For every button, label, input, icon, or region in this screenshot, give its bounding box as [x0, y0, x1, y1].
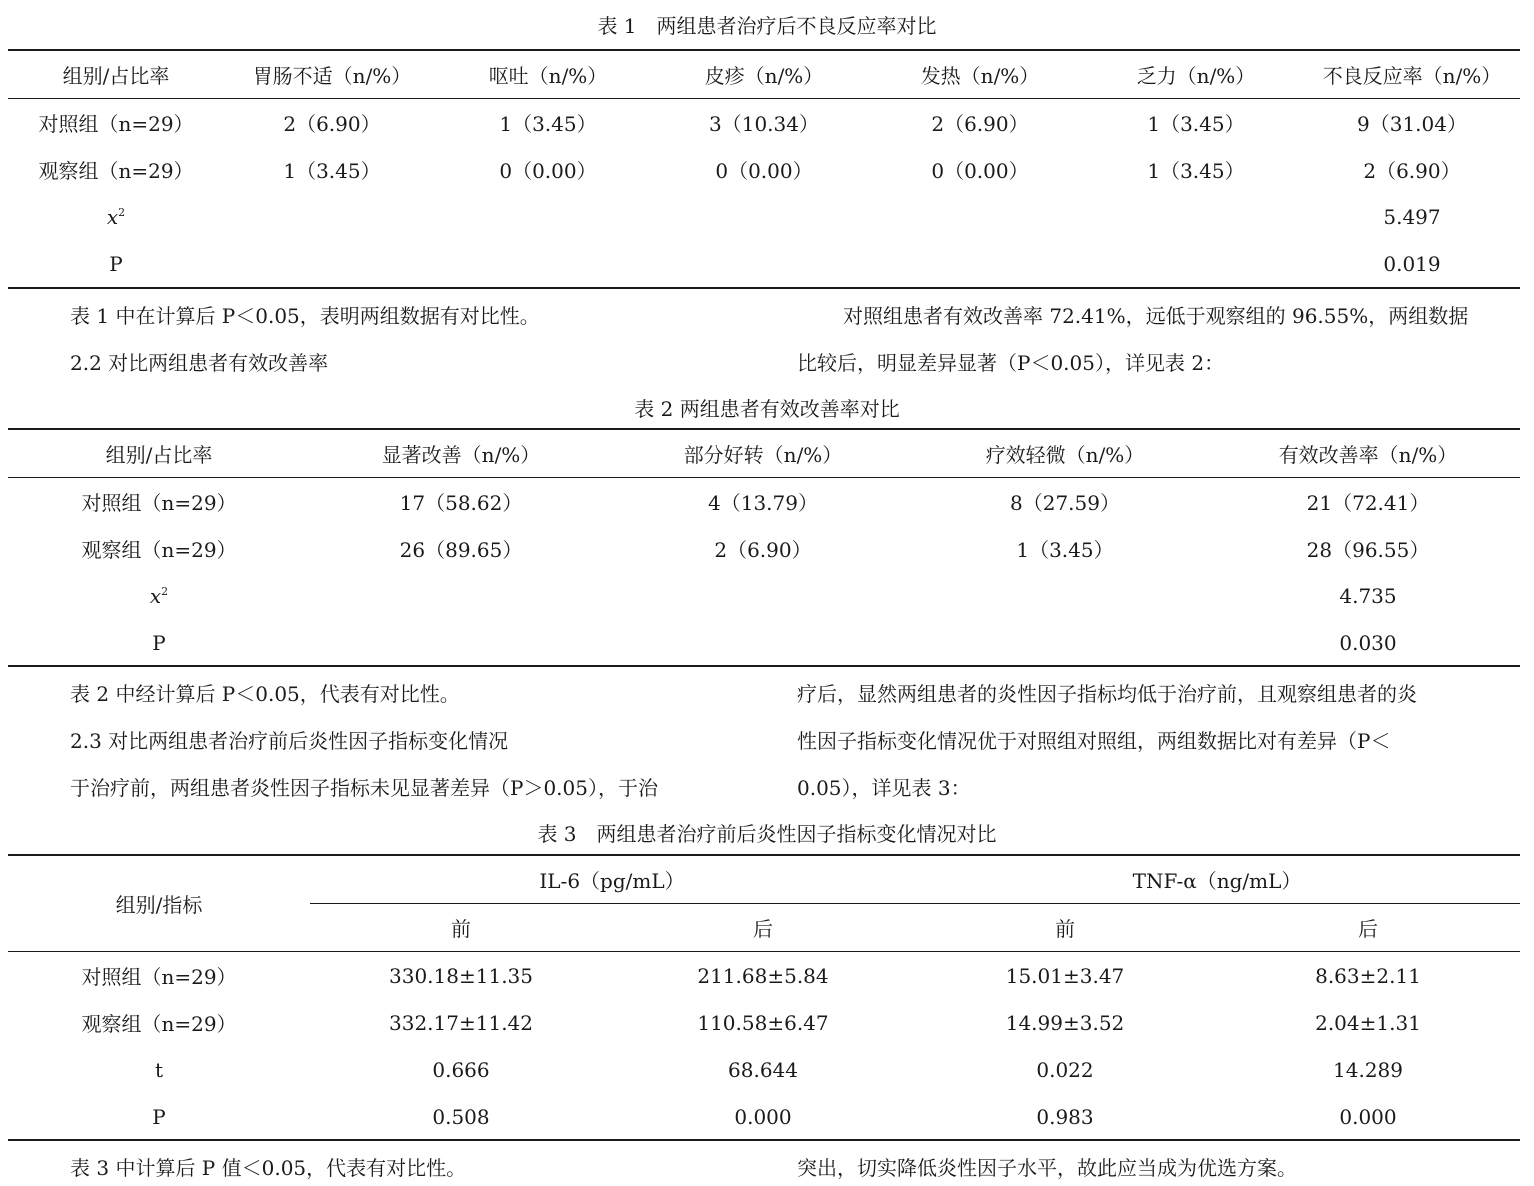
table2-title: 表 2 两组患者有效改善率对比 [634, 397, 900, 421]
table3 [8, 856, 1520, 1140]
table1-header-group: 组别/占比率 [62, 64, 170, 88]
table2-header-row [8, 430, 1520, 478]
table3-cell: 14.289 [1333, 1057, 1403, 1082]
table1-cell: 1（3.45） [499, 112, 597, 136]
table3-cell: 观察组（n=29） [81, 1012, 237, 1036]
table2-p-value: 0.030 [1339, 630, 1397, 655]
table-row [8, 193, 1520, 240]
table1-cell: 1（3.45） [283, 159, 381, 183]
para-right: 0.05），详见表 3： [797, 776, 971, 800]
table1-header-fatigue: 乏力（n/%） [1136, 64, 1256, 88]
table1-chi-label: $x^2$ [106, 204, 126, 229]
table-row [8, 1046, 1520, 1093]
table1-header-gi: 胃肠不适（n/%） [252, 64, 412, 88]
table3-cell: 330.18±11.35 [389, 963, 533, 988]
table-row [8, 619, 1520, 666]
table2-cell: 8（27.59） [1010, 491, 1120, 515]
table1-header-rate: 不良反应率（n/%） [1322, 64, 1502, 88]
table2-chi-label: $x^2$ [149, 583, 169, 608]
table3-cell: 2.04±1.31 [1315, 1010, 1421, 1035]
table3-cell: 15.01±3.47 [1005, 963, 1125, 988]
table3-title: 表 3 两组患者治疗前后炎性因子指标变化情况对比 [537, 822, 997, 846]
table1-p-value: 0.019 [1383, 251, 1441, 276]
para-right: 比较后，明显差异显著（P＜0.05），详见表 2： [797, 351, 1225, 375]
table1-cell: 1（3.45） [1147, 159, 1245, 183]
table-row [8, 1093, 1520, 1140]
table3-cell: 0.000 [1339, 1104, 1397, 1129]
table1 [8, 51, 1520, 287]
table1-cell: 1（3.45） [1147, 112, 1245, 136]
table3-header-il6: IL-6（pg/mL） [310, 856, 914, 904]
table1-cell: 2（6.90） [931, 112, 1029, 136]
section-heading: 2.3 对比两组患者治疗前后炎性因子指标变化情况 [70, 729, 509, 753]
table3-cell: 14.99±3.52 [1005, 1010, 1125, 1035]
table1-header-vomit: 呕吐（n/%） [488, 64, 608, 88]
table1-cell: 观察组（n=29） [38, 159, 194, 183]
para-right: 性因子指标变化情况优于对照组对照组，两组数据比对有差异（P＜ [797, 729, 1391, 753]
table1-p-label: P [109, 251, 123, 276]
table2 [8, 430, 1520, 666]
table3-cell: 68.644 [728, 1057, 798, 1082]
para-right: 突出，切实降低炎性因子水平，故此应当成为优选方案。 [797, 1156, 1297, 1180]
table2-cell: 4（13.79） [708, 491, 818, 515]
table3-cell: 对照组（n=29） [81, 965, 237, 989]
para-left: 于治疗前，两组患者炎性因子指标未见显著差异（P＞0.05），于治 [70, 776, 658, 800]
table2-header-slight: 疗效轻微（n/%） [985, 443, 1145, 467]
table1-cell: 2（6.90） [283, 112, 381, 136]
table1-title: 表 1 两组患者治疗后不良反应率对比 [597, 14, 937, 38]
table2-cell: 17（58.62） [399, 491, 523, 515]
table3-subheader-before: 前 [1055, 917, 1076, 941]
table2-header-partial: 部分好转（n/%） [683, 443, 843, 467]
para-right: 疗后，显然两组患者的炎性因子指标均低于治疗前，且观察组患者的炎 [797, 682, 1417, 706]
table1-header-fever: 发热（n/%） [920, 64, 1040, 88]
table3-cell: 332.17±11.42 [389, 1010, 533, 1035]
table1-bottom-rule [8, 287, 1520, 289]
para-left: 表 3 中计算后 P 值＜0.05，代表有对比性。 [70, 1156, 467, 1180]
table1-header-row [8, 51, 1520, 99]
table3-cell: P [152, 1104, 166, 1129]
para-left: 表 1 中在计算后 P＜0.05，表明两组数据有对比性。 [70, 304, 540, 328]
table3-cell: 0.508 [432, 1104, 490, 1129]
table3-cell: 211.68±5.84 [697, 963, 829, 988]
table2-cell: 2（6.90） [714, 538, 812, 562]
table1-chi-value: 5.497 [1383, 204, 1441, 229]
table1-cell: 对照组（n=29） [38, 112, 194, 136]
table3-cell: 0.000 [734, 1104, 792, 1129]
table1-cell: 0（0.00） [931, 159, 1029, 183]
table2-header-rate: 有效改善率（n/%） [1278, 443, 1458, 467]
table3-subheader-after: 后 [753, 917, 773, 941]
table2-cell: 对照组（n=29） [81, 491, 237, 515]
table2-chi-value: 4.735 [1339, 583, 1397, 608]
table3-header-row [8, 856, 1520, 904]
table-row [8, 99, 1520, 147]
table1-cell: 0（0.00） [715, 159, 813, 183]
table2-cell: 26（89.65） [399, 538, 523, 562]
table3-cell: 110.58±6.47 [697, 1010, 829, 1035]
table3-cell: 8.63±2.11 [1315, 963, 1421, 988]
table2-bottom-rule [8, 665, 1520, 667]
table-row [8, 478, 1520, 526]
table1-cell: 3（10.34） [709, 112, 819, 136]
table3-header-group: 组别/指标 [115, 893, 203, 917]
table3-header-tnf: TNF-α（ng/mL） [914, 856, 1520, 904]
table-row [8, 999, 1520, 1046]
table3-bottom-rule [8, 1139, 1520, 1141]
table-row [8, 952, 1520, 1000]
table1-cell: 0（0.00） [499, 159, 597, 183]
table2-header-marked: 显著改善（n/%） [381, 443, 541, 467]
para-left: 表 2 中经计算后 P＜0.05，代表有对比性。 [70, 682, 460, 706]
table-row [8, 240, 1520, 287]
table3-cell: 0.666 [432, 1057, 490, 1082]
table1-header-rash: 皮疹（n/%） [704, 64, 824, 88]
table1-cell: 2（6.90） [1363, 159, 1461, 183]
table2-p-label: P [152, 630, 166, 655]
table3-cell: 0.022 [1036, 1057, 1094, 1082]
table3-subheader-before: 前 [451, 917, 471, 941]
table-row [8, 525, 1520, 572]
table3-cell: 0.983 [1036, 1104, 1094, 1129]
table-row [8, 146, 1520, 193]
table2-cell: 观察组（n=29） [81, 538, 237, 562]
table3-cell: t [154, 1057, 164, 1082]
table1-cell: 9（31.04） [1357, 112, 1467, 136]
table2-cell: 21（72.41） [1306, 491, 1430, 515]
table-row [8, 572, 1520, 619]
table2-cell: 1（3.45） [1016, 538, 1114, 562]
para-right: 对照组患者有效改善率 72.41%，远低于观察组的 96.55%，两组数据 [843, 304, 1469, 328]
section-heading: 2.2 对比两组患者有效改善率 [70, 351, 329, 375]
table2-header-group: 组别/占比率 [105, 443, 213, 467]
table2-cell: 28（96.55） [1306, 538, 1430, 562]
table3-subheader-after: 后 [1358, 917, 1379, 941]
